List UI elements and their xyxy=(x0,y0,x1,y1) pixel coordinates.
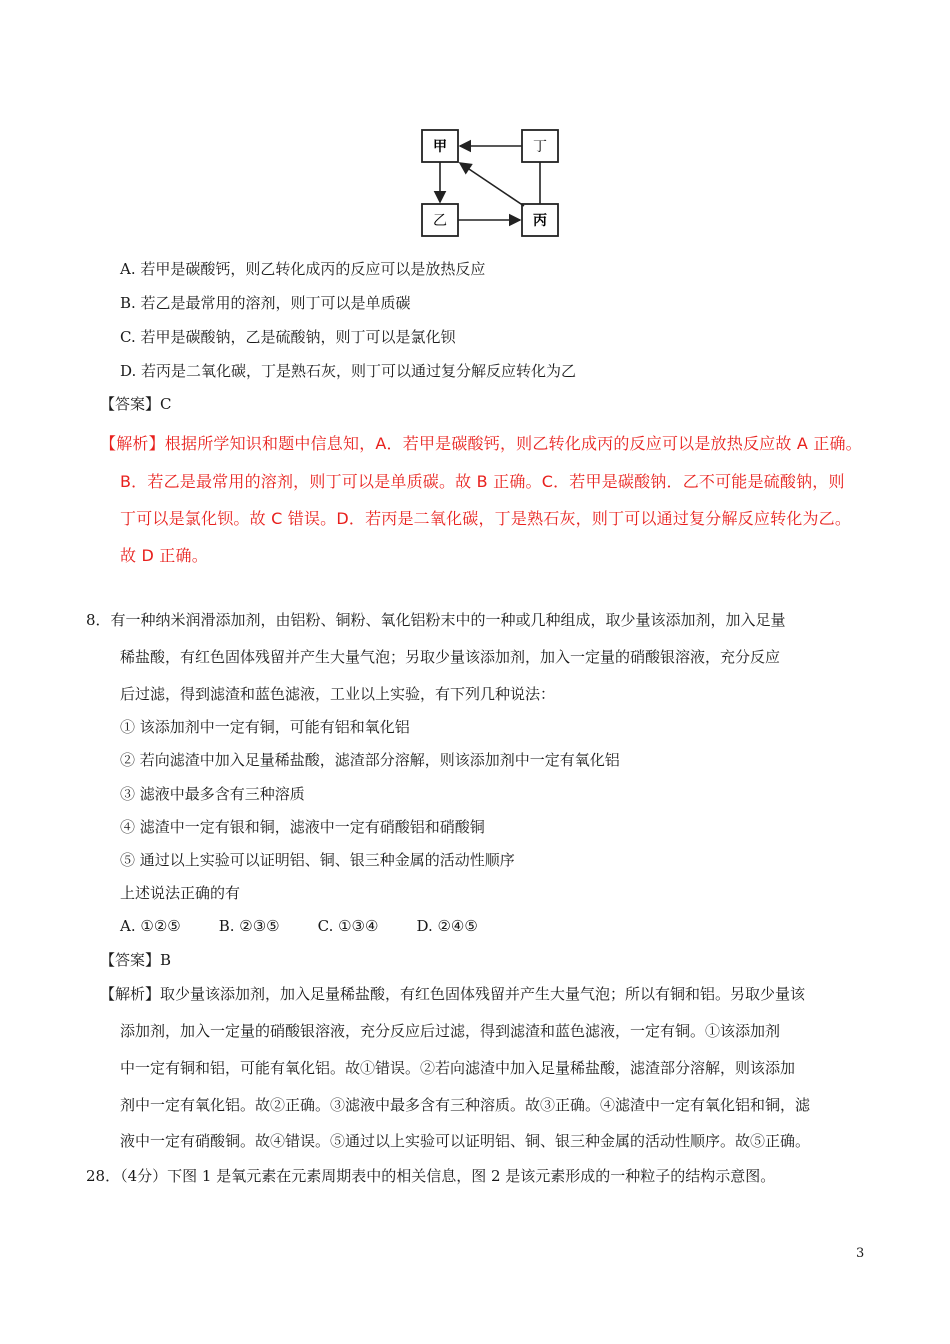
q7-option-b: B. 若乙是最常用的溶剂，则丁可以是单质碳 xyxy=(120,294,411,312)
q7-option-c: C. 若甲是碳酸钠，乙是硫酸钠，则丁可以是氯化钡 xyxy=(120,328,456,346)
transformation-diagram xyxy=(412,120,572,245)
q8-stem-line: 稀盐酸，有红色固体残留并产生大量气泡；另取少量该添加剂，加入一定量的硝酸银溶液，充分反应 xyxy=(120,648,781,666)
q8-analysis-line: 中一定有铜和铝，可能有氧化铝。故①错误。②若向滤渣中加入足量稀盐酸，滤渣部分溶解，则该添加 xyxy=(120,1059,796,1077)
q8-option-a: A. ①②⑤ xyxy=(120,917,181,935)
q8-options xyxy=(120,916,478,936)
q8-option-d: D. ②④⑤ xyxy=(416,917,478,935)
q7-option-a: A. 若甲是碳酸钙，则乙转化成丙的反应可以是放热反应 xyxy=(120,260,486,278)
q8-analysis-line: 添加剂，加入一定量的硝酸银溶液，充分反应后过滤，得到滤渣和蓝色滤液，一定有铜。①该添加剂 xyxy=(120,1022,781,1040)
q28-stem: 28．（4分）下图 1 是氧元素在元素周期表中的相关信息，图 2 是该元素形成的一种粒子的结构示意图。 xyxy=(86,1167,776,1185)
q8-option-b: B. ②③⑤ xyxy=(218,917,280,935)
node-yi-label: 乙 xyxy=(433,213,447,229)
node-bing-label: 丙 xyxy=(533,213,547,229)
q8-analysis-line: 剂中一定有氧化铝。故②正确。③滤液中最多含有三种溶质。故③正确。④滤渣中一定有氧化铝和铜，滤 xyxy=(120,1096,811,1114)
q7-option-d: D. 若丙是二氧化碳，丁是熟石灰，则丁可以通过复分解反应转化为乙 xyxy=(120,362,577,380)
q8-stem-line: 8．有一种纳米润滑添加剂，由铝粉、铜粉、氧化铝粉末中的一种或几种组成，取少量该添加剂，加入足量 xyxy=(86,611,786,629)
q8-statement-2: ② 若向滤渣中加入足量稀盐酸，滤渣部分溶解，则该添加剂中一定有氧化铝 xyxy=(120,751,620,769)
q8-stem-line: 后过滤，得到滤渣和蓝色滤液，工业以上实验，有下列几种说法： xyxy=(120,685,556,703)
q8-statement-3: ③ 滤液中最多含有三种溶质 xyxy=(120,785,305,803)
q7-analysis-line: 【解析】根据所学知识和题中信息知，A．若甲是碳酸钙，则乙转化成丙的反应可以是放热反应故 A 正确。 xyxy=(100,434,862,453)
page-number: 3 xyxy=(856,1246,865,1261)
q8-answer: 【答案】B xyxy=(100,951,172,969)
q8-option-c: C. ①③④ xyxy=(317,917,379,935)
q8-prompt: 上述说法正确的有 xyxy=(120,884,241,902)
q8-statement-5: ⑤ 通过以上实验可以证明铝、铜、银三种金属的活动性顺序 xyxy=(120,851,515,869)
q8-statement-1: ① 该添加剂中一定有铜，可能有铝和氧化铝 xyxy=(120,718,410,736)
q7-analysis-line: B．若乙是最常用的溶剂，则丁可以是单质碳。故 B 正确。C．若甲是碳酸钠．乙不可能是硫酸钠，则 xyxy=(120,472,845,491)
q7-answer: 【答案】C xyxy=(100,395,172,413)
q8-analysis-line: 液中一定有硝酸铜。故④错误。⑤通过以上实验可以证明铝、铜、银三种金属的活动性顺序。故⑤正确。 xyxy=(120,1132,811,1150)
q8-analysis-line: 【解析】取少量该添加剂，加入足量稀盐酸，有红色固体残留并产生大量气泡；所以有铜和铝。另取少量该 xyxy=(100,985,806,1003)
q7-analysis-line: 丁可以是氯化钡。故 C 错误。D．若丙是二氧化碳，丁是熟石灰，则丁可以通过复分解反应转化为乙。 xyxy=(120,509,852,528)
q7-analysis-line: 故 D 正确。 xyxy=(120,546,208,565)
node-jia-label: 甲 xyxy=(433,139,447,155)
q8-statement-4: ④ 滤渣中一定有银和铜，滤液中一定有硝酸铝和硝酸铜 xyxy=(120,818,485,836)
node-ding-label: 丁 xyxy=(533,139,547,155)
arrow-bing-to-jia xyxy=(460,163,524,206)
